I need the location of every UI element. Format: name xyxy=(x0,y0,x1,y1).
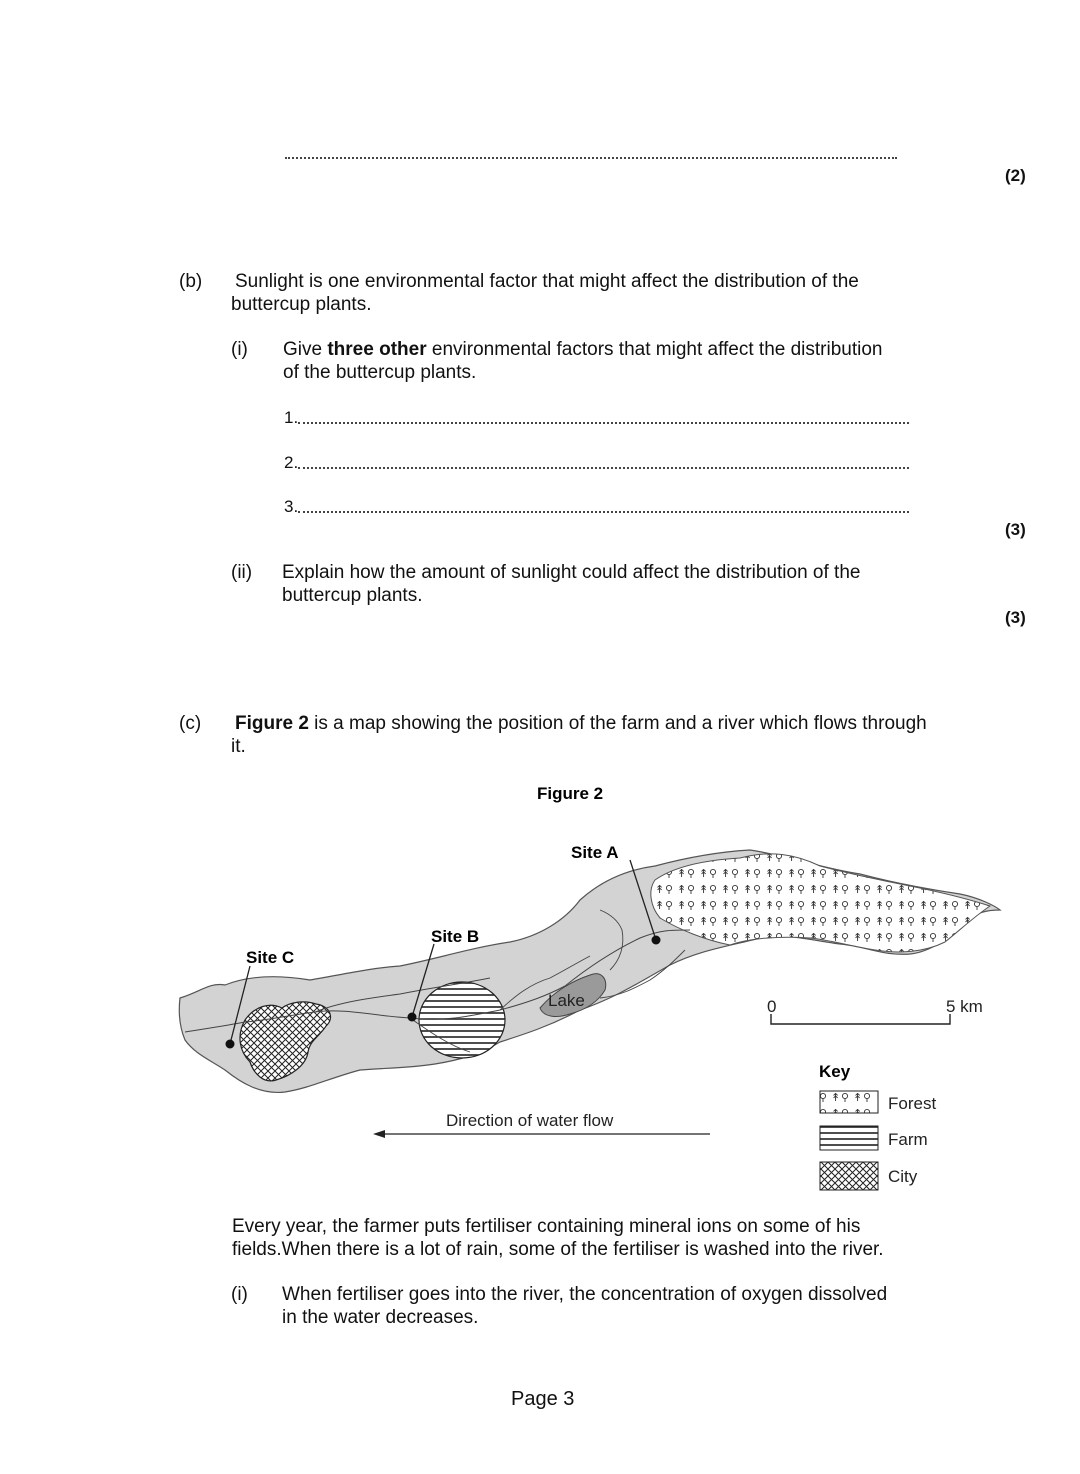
part-b-ii-text-line1: Explain how the amount of sunlight could affect the distribution of the xyxy=(282,562,861,583)
part-b-i-text-bold: three other xyxy=(327,339,427,360)
part-c-intro-line2: it. xyxy=(231,736,246,757)
answer-number-3: 3. xyxy=(284,497,299,516)
answer-line-1[interactable] xyxy=(298,422,909,424)
scale-start-label: 0 xyxy=(767,997,777,1016)
part-b-i-text-pre: Give xyxy=(283,339,328,360)
marks-b-ii: (3) xyxy=(1005,608,1026,627)
answer-number-2: 2. xyxy=(284,453,299,472)
part-c-i-text-line1: When fertiliser goes into the river, the concentration of oxygen dissolved xyxy=(282,1284,888,1305)
figure-title: Figure 2 xyxy=(537,784,604,803)
key-city-swatch xyxy=(820,1162,878,1190)
scale-end-label: 5 km xyxy=(946,997,983,1016)
part-c-intro xyxy=(235,712,927,735)
key-city-label: City xyxy=(888,1167,918,1186)
key-forest-swatch xyxy=(820,1091,878,1113)
answer-line-top[interactable] xyxy=(285,157,897,159)
fertiliser-paragraph-line2: fields.When there is a lot of rain, some of the fertiliser is washed into the river. xyxy=(232,1239,884,1260)
key-title: Key xyxy=(819,1062,851,1081)
figure-2-map xyxy=(170,770,1010,1200)
answer-line-2[interactable] xyxy=(298,467,909,469)
forest-area xyxy=(651,854,990,952)
key-farm-swatch xyxy=(820,1126,878,1150)
part-b-i-text-line2: of the buttercup plants. xyxy=(283,362,477,383)
farm-area xyxy=(419,982,505,1058)
site-b-marker xyxy=(408,1013,417,1022)
part-c-i-text-line2: in the water decreases. xyxy=(282,1307,479,1328)
site-b-label: Site B xyxy=(431,927,480,946)
site-c-marker xyxy=(226,1040,235,1049)
flow-arrow-head xyxy=(373,1130,385,1138)
part-b-i-label: (i) xyxy=(231,339,248,360)
lake-label: Lake xyxy=(548,991,585,1010)
site-a-label: Site A xyxy=(571,843,619,862)
part-b-intro-line1: Sunlight is one environmental factor that might affect the distribution of the xyxy=(235,271,859,292)
part-c-i-label: (i) xyxy=(231,1284,248,1305)
part-c-intro-bold: Figure 2 xyxy=(235,713,309,734)
answer-line-3[interactable] xyxy=(298,511,909,513)
scale-bar xyxy=(771,1014,950,1024)
part-b-i-text-post: environmental factors that might affect the distribution xyxy=(426,339,883,360)
answer-number-1: 1. xyxy=(284,408,299,427)
part-c-label: (c) xyxy=(179,713,202,734)
marks-top: (2) xyxy=(1005,166,1026,185)
key-farm-label: Farm xyxy=(888,1130,928,1149)
part-b-intro-line2: buttercup plants. xyxy=(231,294,372,315)
part-c-intro-rest: is a map showing the position of the farm and a river which flows through xyxy=(308,713,927,734)
part-b-i-text xyxy=(283,338,883,361)
site-c-label: Site C xyxy=(246,948,295,967)
part-b-label: (b) xyxy=(179,271,203,292)
site-a-marker xyxy=(652,936,661,945)
fertiliser-paragraph-line1: Every year, the farmer puts fertiliser containing mineral ions on some of his xyxy=(232,1216,861,1237)
marks-b-i: (3) xyxy=(1005,520,1026,539)
part-b-ii-label: (ii) xyxy=(231,562,253,583)
page-number: Page 3 xyxy=(511,1388,575,1410)
flow-label: Direction of water flow xyxy=(446,1111,614,1130)
key-forest-label: Forest xyxy=(888,1094,937,1113)
part-b-ii-text-line2: buttercup plants. xyxy=(282,585,423,606)
